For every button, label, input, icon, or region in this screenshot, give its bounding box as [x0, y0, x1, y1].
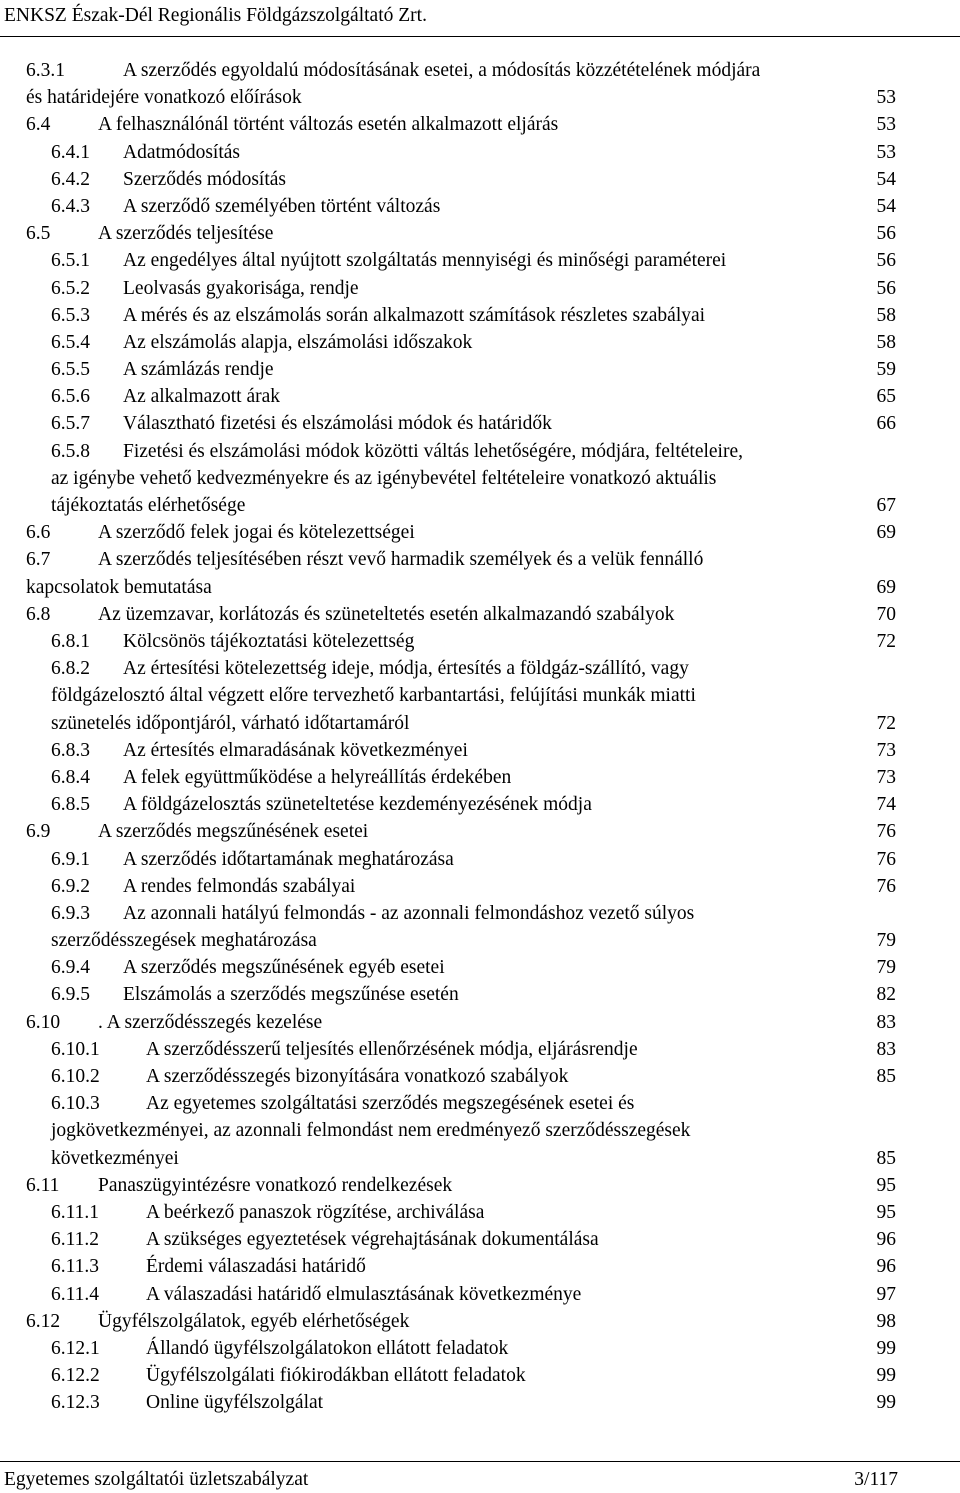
toc-page-number: 70 [876, 603, 896, 625]
toc-page-number: 58 [876, 331, 896, 353]
toc-entry[interactable] [0, 519, 960, 546]
toc-entry[interactable] [0, 1335, 960, 1362]
toc-entry[interactable] [0, 220, 960, 247]
toc-section-number: 6.10.3 [51, 1093, 100, 1115]
toc-entry[interactable] [0, 1253, 960, 1280]
toc-page-number: 72 [876, 631, 896, 652]
toc-section-title-continued: következményei [51, 1147, 179, 1169]
toc-entry[interactable] [0, 193, 960, 220]
toc-section-title-continued: földgázelosztó által végzett előre tervezhető karbantartási, felújítási munkák miatti [51, 685, 696, 707]
toc-section-number: 6.4.3 [51, 195, 90, 217]
toc-page-number: 53 [876, 141, 896, 163]
toc-page-number: 95 [876, 1174, 896, 1196]
toc-entry[interactable] [0, 1389, 960, 1416]
toc-section-title-continued: szünetelés időpontjáról, várható időtartamáról [51, 712, 410, 734]
toc-entry[interactable] [0, 410, 960, 437]
toc-section-title: Állandó ügyfélszolgálatokon ellátott feladatok [146, 1337, 509, 1359]
toc-section-number: 6.8 [26, 603, 51, 625]
toc-section-number: 6.3.1 [26, 60, 65, 81]
toc-section-number: 6.6 [26, 522, 51, 544]
toc-section-number: 6.9.1 [51, 848, 90, 870]
toc-section-title: Leolvasás gyakorisága, rendje [123, 277, 359, 299]
toc-page-number: 69 [876, 522, 896, 544]
toc-page-number: 82 [876, 984, 896, 1006]
toc-page-number: 76 [876, 848, 896, 870]
toc-page-number: 79 [876, 930, 896, 952]
toc-page-number: 99 [876, 1392, 896, 1414]
toc-section-title: Az egyetemes szolgáltatási szerződés megszegésének esetei és [146, 1093, 635, 1115]
toc-section-title: A szerződés megszűnésének esetei [98, 821, 369, 843]
toc-section-number: 6.11.3 [51, 1256, 100, 1278]
toc-section-title: Ügyfélszolgálatok, egyéb elérhetőségek [98, 1310, 410, 1332]
toc-entry[interactable] [0, 601, 960, 628]
toc-section-number: 6.5.2 [51, 277, 90, 299]
toc-section-title: Kölcsönös tájékoztatási kötelezettség [123, 631, 415, 652]
toc-entry[interactable] [0, 954, 960, 981]
toc-section-number: 6.5.4 [51, 331, 90, 353]
toc-page-number: 97 [876, 1283, 896, 1305]
toc-section-title: A földgázelosztás szüneteltetése kezdeményezésének módja [123, 794, 592, 816]
toc-section-title: A szerződés teljesítése [98, 223, 274, 245]
toc-page-number: 79 [876, 957, 896, 979]
toc-page-number: 76 [876, 821, 896, 843]
toc-section-title: Az elszámolás alapja, elszámolási időszakok [123, 331, 473, 353]
toc-section-title: Panaszügyintézésre vonatkozó rendelkezések [98, 1174, 453, 1196]
toc-page-number: 85 [876, 1147, 896, 1169]
toc-entry[interactable] [0, 1009, 960, 1036]
toc-section-title: A szerződés időtartamának meghatározása [123, 848, 454, 870]
toc-entry[interactable] [0, 546, 960, 600]
toc-page-number: 56 [876, 223, 896, 245]
toc-section-number: 6.5.3 [51, 304, 90, 326]
toc-section-title: A rendes felmondás szabályai [123, 875, 356, 897]
toc-section-number: 6.11.1 [51, 1202, 100, 1224]
toc-entry[interactable] [0, 873, 960, 900]
toc-page-number: 59 [876, 359, 896, 381]
toc-entry[interactable] [0, 1226, 960, 1253]
toc-entry[interactable] [0, 383, 960, 410]
toc-section-title-continued: kapcsolatok bemutatása [26, 576, 212, 598]
toc-section-title: A szerződés megszűnésének egyéb esetei [123, 957, 445, 979]
toc-entry[interactable] [0, 818, 960, 845]
toc-entry[interactable] [0, 302, 960, 329]
toc-section-number: 6.5.7 [51, 413, 90, 435]
toc-page-number: 96 [876, 1229, 896, 1251]
toc-page-number: 83 [876, 1038, 896, 1060]
toc-section-number: 6.5.8 [51, 440, 90, 462]
toc-section-number: 6.8.2 [51, 658, 90, 680]
toc-entry[interactable] [0, 356, 960, 383]
toc-page-number: 54 [876, 195, 896, 217]
toc-section-title: . A szerződésszegés kezelése [98, 1011, 323, 1033]
toc-page-number: 54 [876, 168, 896, 190]
toc-page-number: 95 [876, 1202, 896, 1224]
toc-page-number: 53 [876, 114, 896, 136]
toc-section-title: A mérés és az elszámolás során alkalmazott számítások részletes szabályai [123, 304, 706, 326]
toc-page-number: 72 [876, 712, 896, 734]
toc-section-number: 6.5 [26, 223, 51, 245]
toc-section-title-continued: az igénybe vehető kedvezményekre és az igénybevétel feltételeire vonatkozó aktuális [51, 467, 717, 489]
toc-section-title: Az üzemzavar, korlátozás és szüneteltetés esetén alkalmazandó szabályok [98, 603, 675, 625]
toc-section-title: A beérkező panaszok rögzítése, archiválása [146, 1202, 485, 1224]
toc-entry[interactable] [0, 737, 960, 764]
toc-section-number: 6.11.2 [51, 1229, 100, 1251]
toc-entry[interactable] [0, 1036, 960, 1063]
toc-page-number: 58 [876, 304, 896, 326]
toc-entry[interactable] [0, 166, 960, 193]
toc-entry[interactable] [0, 1090, 960, 1172]
toc-section-title-continued: és határidejére vonatkozó előírások [26, 87, 302, 109]
toc-section-number: 6.10 [26, 1011, 61, 1033]
toc-section-number: 6.12 [26, 1310, 61, 1332]
toc-section-number: 6.8.5 [51, 794, 90, 816]
toc-section-number: 6.9.3 [51, 902, 90, 924]
toc-section-title: Az azonnali hatályú felmondás - az azonnali felmondáshoz vezető súlyos [123, 902, 695, 924]
toc-entry[interactable] [0, 791, 960, 818]
toc-section-title: Szerződés módosítás [123, 168, 287, 190]
toc-section-title: Az engedélyes által nyújtott szolgáltatás mennyiségi és minőségi paraméterei [123, 250, 727, 272]
toc-section-title: A szerződésszerű teljesítés ellenőrzésének módja, eljárásrendje [146, 1038, 638, 1060]
toc-page-number: 69 [876, 576, 896, 598]
toc-entry[interactable] [0, 247, 960, 274]
toc-page-number: 67 [876, 495, 896, 517]
toc-entry[interactable] [0, 655, 960, 737]
page-footer [0, 1461, 960, 1493]
toc-entry[interactable] [0, 57, 960, 111]
toc-section-title: Elszámolás a szerződés megszűnése esetén [123, 984, 459, 1006]
toc-section-number: 6.9.4 [51, 957, 90, 979]
toc-section-title: A szerződés egyoldalú módosításának esetei, a módosítás közzétételének módjára [123, 60, 761, 81]
toc-section-number: 6.4.1 [51, 141, 90, 163]
toc-section-number: 6.8.4 [51, 766, 90, 788]
toc-page-number: 66 [876, 413, 896, 435]
toc-section-number: 6.8.1 [51, 631, 90, 652]
toc-section-title: Az értesítés elmaradásának következményei [123, 739, 468, 761]
toc-section-number: 6.7 [26, 549, 51, 571]
footer-divider [0, 1461, 960, 1462]
toc-section-number: 6.12.1 [51, 1337, 100, 1359]
toc-entry[interactable] [0, 329, 960, 356]
toc-section-title-continued: szerződésszegések meghatározása [51, 930, 317, 952]
toc-page-number: 73 [876, 739, 896, 761]
toc-section-title: Érdemi válaszadási határidő [146, 1256, 366, 1278]
toc-page-number: 65 [876, 386, 896, 408]
header-divider [0, 36, 960, 37]
toc-section-title: Online ügyfélszolgálat [146, 1392, 324, 1414]
table-of-contents [0, 57, 960, 1417]
toc-section-number: 6.10.1 [51, 1038, 100, 1060]
toc-entry[interactable] [0, 900, 960, 954]
page-header [0, 0, 960, 42]
toc-section-number: 6.11.4 [51, 1283, 100, 1305]
page-number: 3/117 [854, 1469, 898, 1490]
toc-entry[interactable] [0, 1199, 960, 1226]
toc-section-title: Választható fizetési és elszámolási módok és határidők [123, 413, 552, 435]
toc-entry[interactable] [0, 1281, 960, 1308]
toc-entry[interactable] [0, 764, 960, 791]
toc-entry[interactable] [0, 1362, 960, 1389]
toc-entry[interactable] [0, 1063, 960, 1090]
toc-entry[interactable] [0, 438, 960, 520]
toc-section-number: 6.12.3 [51, 1392, 100, 1414]
toc-section-title-continued: tájékoztatás elérhetősége [51, 495, 246, 517]
toc-section-title: A szerződő személyében történt változás [123, 195, 441, 217]
toc-section-title: Ügyfélszolgálati fiókirodákban ellátott feladatok [146, 1365, 526, 1387]
toc-section-number: 6.12.2 [51, 1365, 100, 1387]
toc-entry[interactable] [0, 846, 960, 873]
toc-page-number: 83 [876, 1011, 896, 1033]
toc-section-title: Az értesítési kötelezettség ideje, módja, értesítés a földgáz-szállító, vagy [123, 658, 689, 680]
toc-section-number: 6.9.2 [51, 875, 90, 897]
toc-section-title: A szerződés teljesítésében részt vevő harmadik személyek és a velük fennálló [98, 549, 704, 571]
toc-entry[interactable] [0, 275, 960, 302]
toc-page-number: 56 [876, 277, 896, 299]
toc-section-title: A válaszadási határidő elmulasztásának következménye [146, 1283, 582, 1305]
toc-entry[interactable] [0, 111, 960, 138]
toc-page-number: 56 [876, 250, 896, 272]
toc-section-title: A számlázás rendje [123, 359, 274, 381]
toc-section-number: 6.10.2 [51, 1066, 100, 1088]
toc-entry[interactable] [0, 139, 960, 166]
toc-section-number: 6.5.6 [51, 386, 90, 408]
toc-section-title: A felek együttműködése a helyreállítás érdekében [123, 766, 512, 788]
toc-section-title: Fizetési és elszámolási módok közötti váltás lehetőségére, módjára, feltételeire, [123, 440, 743, 462]
toc-section-number: 6.4 [26, 114, 51, 136]
toc-section-number: 6.11 [26, 1174, 60, 1196]
document-title: Egyetemes szolgáltatói üzletszabályzat [4, 1469, 309, 1490]
toc-section-title: Az alkalmazott árak [123, 386, 280, 408]
toc-page-number: 98 [876, 1310, 896, 1332]
toc-section-title: A szükséges egyeztetések végrehajtásának dokumentálása [146, 1229, 599, 1251]
toc-section-number: 6.5.1 [51, 250, 90, 272]
toc-entry[interactable] [0, 981, 960, 1008]
toc-page-number: 99 [876, 1337, 896, 1359]
toc-section-title-continued: jogkövetkezményei, az azonnali felmondást nem eredményező szerződésszegések [51, 1120, 691, 1142]
toc-entry[interactable] [0, 628, 960, 655]
toc-page-number: 85 [876, 1066, 896, 1088]
toc-page-number: 96 [876, 1256, 896, 1278]
toc-page-number: 74 [876, 794, 896, 816]
toc-section-number: 6.4.2 [51, 168, 90, 190]
toc-section-title: A felhasználónál történt változás esetén alkalmazott eljárás [98, 114, 559, 136]
toc-section-number: 6.9 [26, 821, 51, 843]
toc-section-title: A szerződésszegés bizonyítására vonatkozó szabályok [146, 1066, 569, 1088]
company-name: ENKSZ Észak-Dél Regionális Földgázszolgáltató Zrt. [4, 5, 427, 26]
toc-section-title: Adatmódosítás [123, 141, 240, 163]
toc-page-number: 73 [876, 766, 896, 788]
toc-section-title: A szerződő felek jogai és kötelezettségei [98, 522, 415, 544]
toc-page-number: 99 [876, 1365, 896, 1387]
toc-page-number: 76 [876, 875, 896, 897]
toc-page-number: 53 [876, 87, 896, 109]
toc-section-number: 6.5.5 [51, 359, 90, 381]
toc-section-number: 6.9.5 [51, 984, 90, 1006]
toc-entry[interactable] [0, 1308, 960, 1335]
toc-section-number: 6.8.3 [51, 739, 90, 761]
toc-entry[interactable] [0, 1172, 960, 1199]
